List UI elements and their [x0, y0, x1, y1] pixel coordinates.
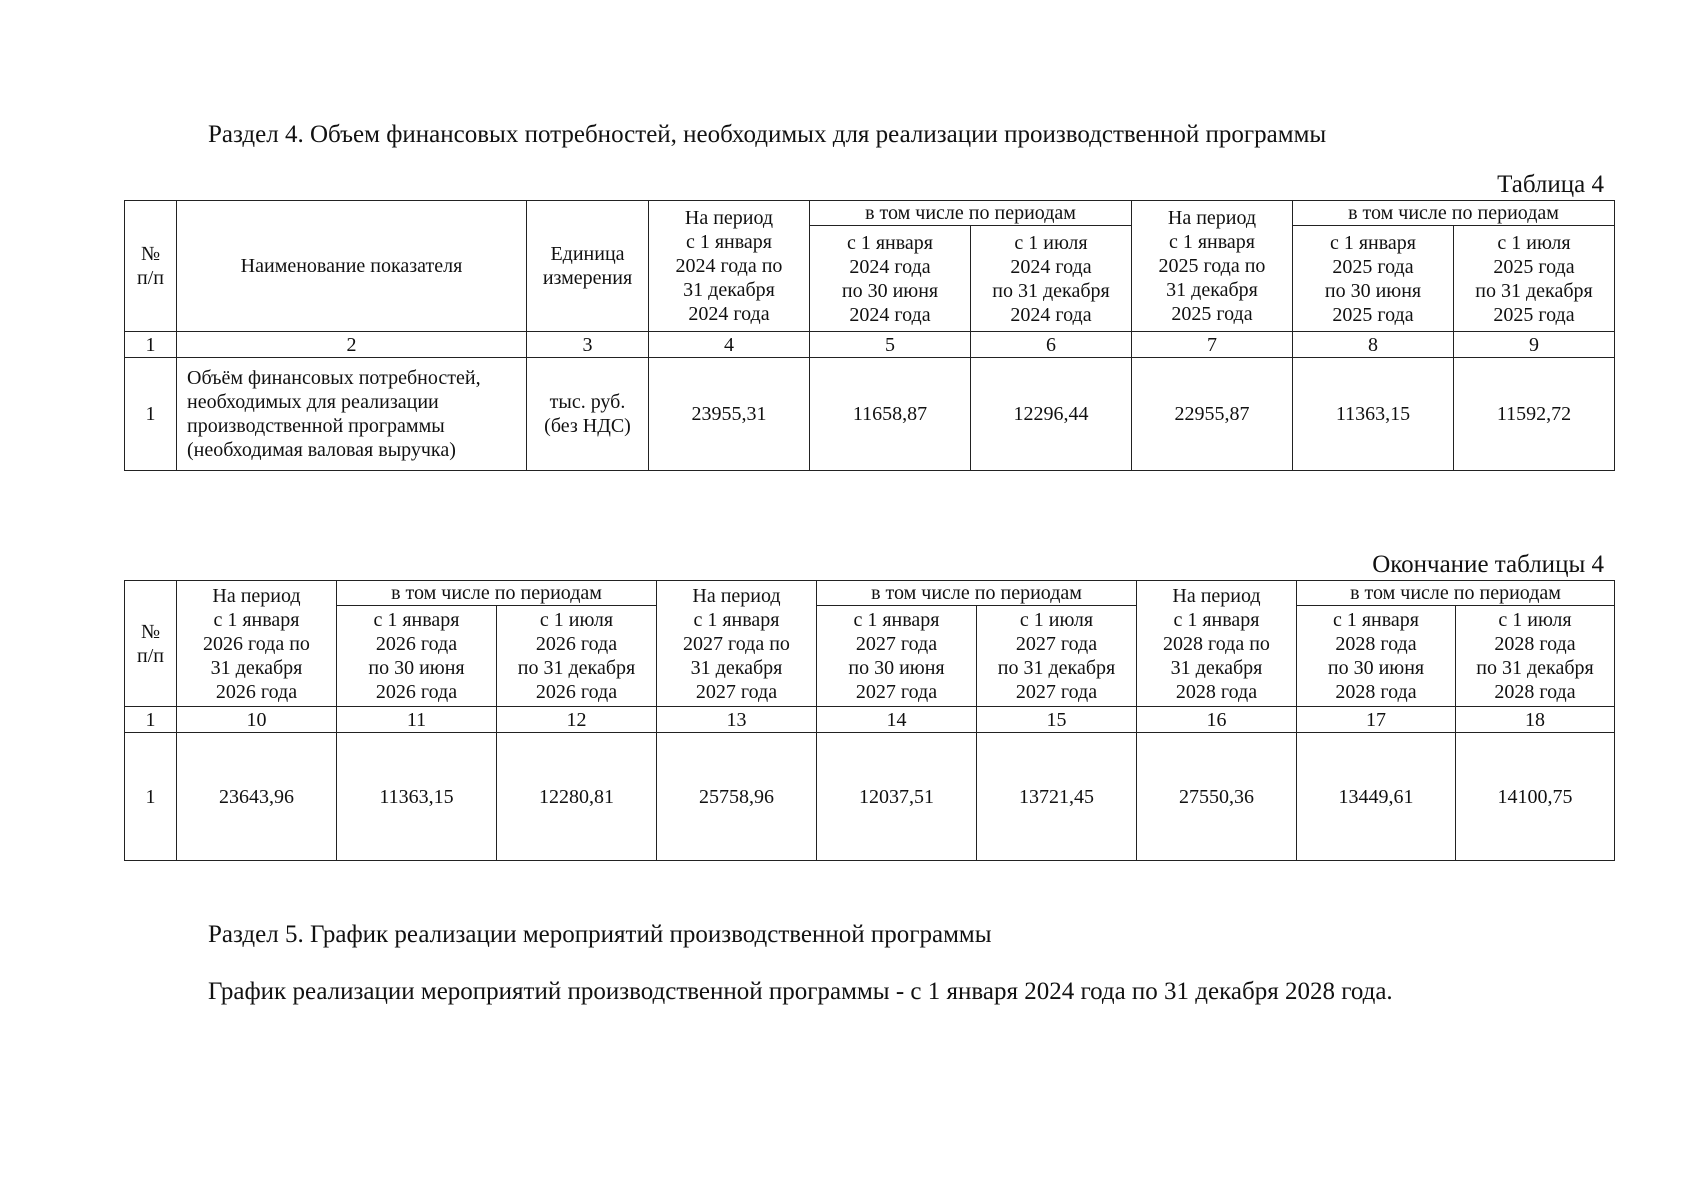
value-2028-second-half: 14100,75 — [1456, 733, 1615, 861]
value-period-2028: 27550,36 — [1137, 733, 1297, 861]
header-period-2024: На период с 1 января 2024 года по 31 декабря 2024 года — [649, 201, 810, 332]
indicator-name: Объём финансовых потребностей, необходимых для реализации производственной программы (необходимая валовая выручка) — [177, 358, 527, 471]
header-including-periods-2026: в том числе по периодам — [337, 581, 657, 606]
header-including-periods-2024: в том числе по периодам — [810, 201, 1132, 226]
section-5-text: График реализации мероприятий производственной программы - с 1 января 2024 года по 31 декабря 2028 года. — [208, 978, 1393, 1005]
header-2025-second-half: с 1 июля 2025 года по 31 декабря 2025 года — [1454, 226, 1615, 332]
row-number: 1 — [125, 733, 177, 861]
column-number: 8 — [1293, 332, 1454, 358]
column-number: 4 — [649, 332, 810, 358]
column-number: 18 — [1456, 707, 1615, 733]
table-4-label: Таблица 4 — [1497, 171, 1604, 198]
column-number: 2 — [177, 332, 527, 358]
header-2027-second-half: с 1 июля 2027 года по 31 декабря 2027 года — [977, 606, 1137, 707]
column-number: 7 — [1132, 332, 1293, 358]
column-number: 13 — [657, 707, 817, 733]
header-period-2028: На период с 1 января 2028 года по 31 декабря 2028 года — [1137, 581, 1297, 707]
table-4-continuation — [124, 580, 1615, 861]
header-2026-second-half: с 1 июля 2026 года по 31 декабря 2026 года — [497, 606, 657, 707]
column-number: 11 — [337, 707, 497, 733]
unit-of-measure: тыс. руб. (без НДС) — [527, 358, 649, 471]
column-number: 16 — [1137, 707, 1297, 733]
header-2028-first-half: с 1 января 2028 года по 30 июня 2028 года — [1297, 606, 1456, 707]
table-4 — [124, 200, 1615, 471]
section-4-title: Раздел 4. Объем финансовых потребностей, необходимых для реализации производственной программы — [208, 121, 1327, 148]
value-2024-second-half: 12296,44 — [971, 358, 1132, 471]
value-period-2025: 22955,87 — [1132, 358, 1293, 471]
value-period-2026: 23643,96 — [177, 733, 337, 861]
header-2025-first-half: с 1 января 2025 года по 30 июня 2025 года — [1293, 226, 1454, 332]
header-period-2026: На период с 1 января 2026 года по 31 декабря 2026 года — [177, 581, 337, 707]
value-2026-first-half: 11363,15 — [337, 733, 497, 861]
value-2025-second-half: 11592,72 — [1454, 358, 1615, 471]
column-number-row — [125, 707, 1615, 733]
header-2024-first-half: с 1 января 2024 года по 30 июня 2024 года — [810, 226, 971, 332]
header-2026-first-half: с 1 января 2026 года по 30 июня 2026 года — [337, 606, 497, 707]
header-including-periods-2027: в том числе по периодам — [817, 581, 1137, 606]
column-number: 10 — [177, 707, 337, 733]
header-row-number: № п/п — [125, 201, 177, 332]
header-period-2027: На период с 1 января 2027 года по 31 декабря 2027 года — [657, 581, 817, 707]
column-number: 17 — [1297, 707, 1456, 733]
column-number: 1 — [125, 707, 177, 733]
value-2025-first-half: 11363,15 — [1293, 358, 1454, 471]
table-row — [125, 358, 1615, 471]
value-period-2024: 23955,31 — [649, 358, 810, 471]
column-number: 5 — [810, 332, 971, 358]
header-2027-first-half: с 1 января 2027 года по 30 июня 2027 года — [817, 606, 977, 707]
header-row-number: № п/п — [125, 581, 177, 707]
column-number: 12 — [497, 707, 657, 733]
table-4-continuation-label: Окончание таблицы 4 — [1372, 551, 1604, 578]
value-2026-second-half: 12280,81 — [497, 733, 657, 861]
column-number: 3 — [527, 332, 649, 358]
table-row — [125, 733, 1615, 861]
header-including-periods-2028: в том числе по периодам — [1297, 581, 1615, 606]
header-indicator-name: Наименование показателя — [177, 201, 527, 332]
row-number: 1 — [125, 358, 177, 471]
value-2028-first-half: 13449,61 — [1297, 733, 1456, 861]
header-period-2025: На период с 1 января 2025 года по 31 декабря 2025 года — [1132, 201, 1293, 332]
value-period-2027: 25758,96 — [657, 733, 817, 861]
column-number: 15 — [977, 707, 1137, 733]
column-number: 6 — [971, 332, 1132, 358]
column-number: 9 — [1454, 332, 1615, 358]
value-2027-second-half: 13721,45 — [977, 733, 1137, 861]
header-unit: Единица измерения — [527, 201, 649, 332]
header-including-periods-2025: в том числе по периодам — [1293, 201, 1615, 226]
value-2024-first-half: 11658,87 — [810, 358, 971, 471]
header-2024-second-half: с 1 июля 2024 года по 31 декабря 2024 года — [971, 226, 1132, 332]
column-number-row — [125, 332, 1615, 358]
value-2027-first-half: 12037,51 — [817, 733, 977, 861]
column-number: 1 — [125, 332, 177, 358]
header-2028-second-half: с 1 июля 2028 года по 31 декабря 2028 года — [1456, 606, 1615, 707]
section-5-title: Раздел 5. График реализации мероприятий производственной программы — [208, 921, 992, 948]
column-number: 14 — [817, 707, 977, 733]
